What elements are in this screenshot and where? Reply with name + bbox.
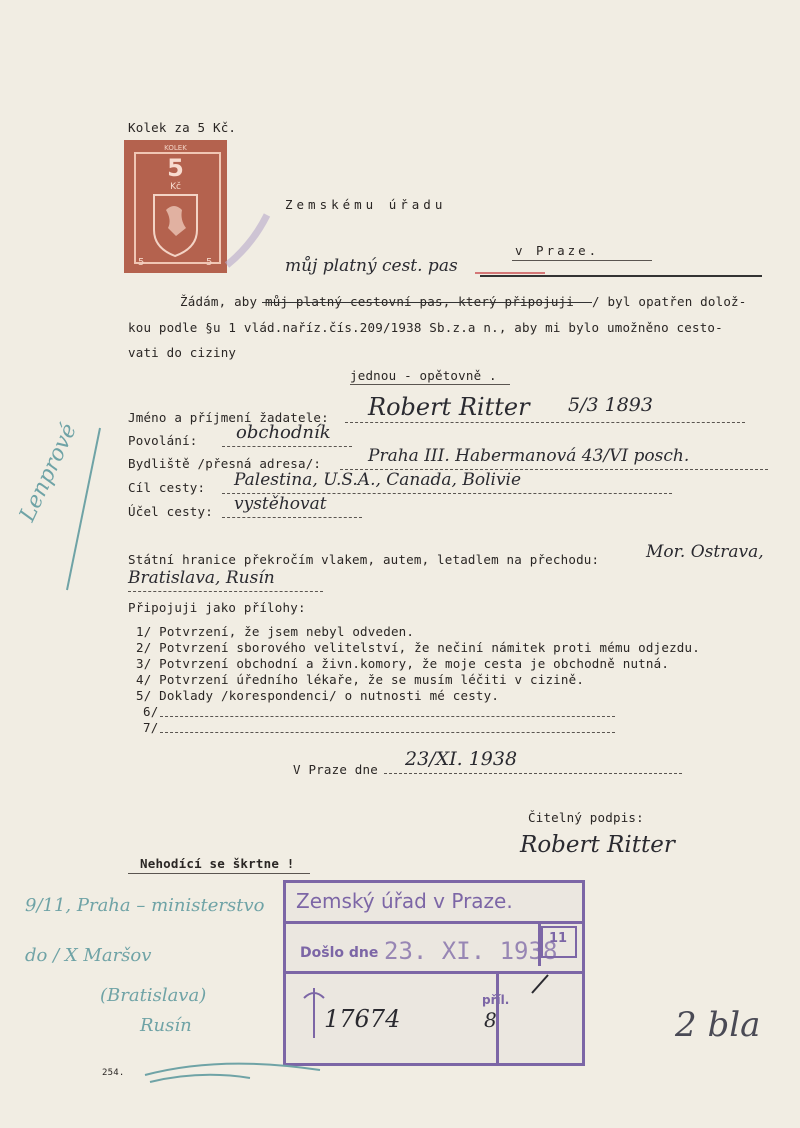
stamp-box-number: 11 <box>549 931 568 946</box>
stamp-reference: 17674 <box>324 1005 401 1033</box>
attachment-item: 2/ Potvrzení sborového velitelství, že nečiní námitek proti mému odjezdu. <box>136 640 700 655</box>
received-stamp <box>283 880 585 1066</box>
field-purpose-value: vystěhovat <box>234 494 327 514</box>
addressee-line2: v Praze. <box>515 243 600 258</box>
border-text: Státní hranice překročím vlakem, autem, letadlem na přechodu: <box>128 552 600 567</box>
field-address-value: Praha III. Habermanová 43/VI posch. <box>368 446 690 466</box>
blue-note-line: Rusín <box>140 1015 192 1036</box>
attachment-item: 3/ Potvrzení obchodní a živn.komory, že moje cesta je obchodně nutná. <box>136 656 670 671</box>
attachment-item: 1/ Potvrzení, že jsem nebyl odveden. <box>136 624 415 639</box>
attachment-item: 6/ <box>143 704 159 719</box>
stamp-received-label: Došlo dne <box>300 945 379 961</box>
stamp-attachments-label: příl. <box>482 993 510 1007</box>
attachment-line <box>160 732 615 733</box>
blue-note-line: (Bratislava) <box>100 985 207 1006</box>
field-name-label: Jméno a příjmení žadatele: <box>128 410 329 425</box>
handwritten-insert: můj platný cest. pas <box>285 256 458 276</box>
request-prefix: Žádám, aby <box>180 294 258 309</box>
signature-label: Čitelný podpis: <box>528 810 644 825</box>
field-line <box>128 591 323 592</box>
cancellation-mark-icon <box>222 205 282 275</box>
stamp-received-date: 23. XI. 1938 <box>384 937 558 965</box>
note-underline <box>128 873 310 874</box>
stamp-attachments-value: 8 <box>484 1008 497 1032</box>
margin-note-vertical: Lenprové <box>15 419 83 526</box>
stamp-check-icon <box>526 969 556 999</box>
attachment-item: 5/ Doklady /korespondenci/ o nutnosti mé cesty. <box>136 688 500 703</box>
svg-text:5: 5 <box>138 257 145 268</box>
right-margin-note: 2 bla <box>675 1005 761 1045</box>
border-value1: Mor. Ostrava, <box>646 542 764 562</box>
margin-slash-icon <box>55 420 115 600</box>
border-value2: Bratislava, Rusín <box>128 568 275 588</box>
blue-note-line: do / X Maršov <box>25 945 152 966</box>
blue-note-line: 9/11, Praha – ministerstvo <box>25 895 265 916</box>
addressee-underline <box>512 260 652 261</box>
field-line <box>222 446 352 447</box>
field-line <box>345 422 745 423</box>
date-value: 23/XI. 1938 <box>405 748 518 770</box>
blue-underline-icon <box>140 1050 340 1090</box>
stamp-office: Zemský úřad v Praze. <box>296 889 513 913</box>
revenue-stamp-unit: Kč <box>170 182 181 192</box>
attachments-title: Připojuji jako přílohy: <box>128 600 306 615</box>
insert-strike <box>480 275 762 277</box>
revenue-stamp-value: 5 <box>167 154 184 182</box>
field-purpose-label: Účel cesty: <box>128 504 213 519</box>
request-suffix: / byl opatřen dolož- <box>592 294 747 309</box>
date-line <box>384 773 682 774</box>
request-struck: můj platný cestovní pas, který připojuji <box>265 294 575 309</box>
revenue-stamp <box>124 140 227 273</box>
field-address-label: Bydliště /přesná adresa/: <box>128 456 322 471</box>
mode-underline <box>350 384 510 385</box>
strike-note: Nehodící se škrtne ! <box>140 856 295 871</box>
field-occupation-value: obchodník <box>236 422 331 443</box>
field-name-value: Robert Ritter <box>368 393 530 421</box>
field-name-extra: 5/3 1893 <box>568 394 653 416</box>
signature-value: Robert Ritter <box>520 832 675 858</box>
attachment-item: 4/ Potvrzení úředního lékaře, že se musím léčiti v cizině. <box>136 672 585 687</box>
lion-shield-icon <box>124 140 227 273</box>
field-occupation-label: Povolání: <box>128 433 198 448</box>
revenue-stamp-word: KOLEK <box>164 144 187 152</box>
addressee-line1: Zemskému úřadu <box>285 197 447 212</box>
attachment-line <box>160 716 615 717</box>
request-line3: vati do ciziny <box>128 345 237 360</box>
request-mode: jednou - opětovně . <box>350 368 497 383</box>
field-destination-value: Palestina, U.S.A., Canada, Bolivie <box>234 470 522 490</box>
form-number: 254. <box>102 1068 125 1078</box>
field-destination-label: Cíl cesty: <box>128 480 206 495</box>
request-strike <box>262 302 592 303</box>
svg-text:5: 5 <box>206 257 213 268</box>
stamp-scribble-icon <box>300 983 330 1043</box>
field-line <box>222 517 362 518</box>
stamp-label: Kolek za 5 Kč. <box>128 120 237 135</box>
request-line2: kou podle §u 1 vlád.naříz.čís.209/1938 Sb.z.a n., aby mi bylo umožněno cesto- <box>128 320 723 335</box>
attachment-item: 7/ <box>143 720 159 735</box>
insert-strike-red <box>475 272 545 274</box>
date-label: V Praze dne <box>293 762 378 777</box>
